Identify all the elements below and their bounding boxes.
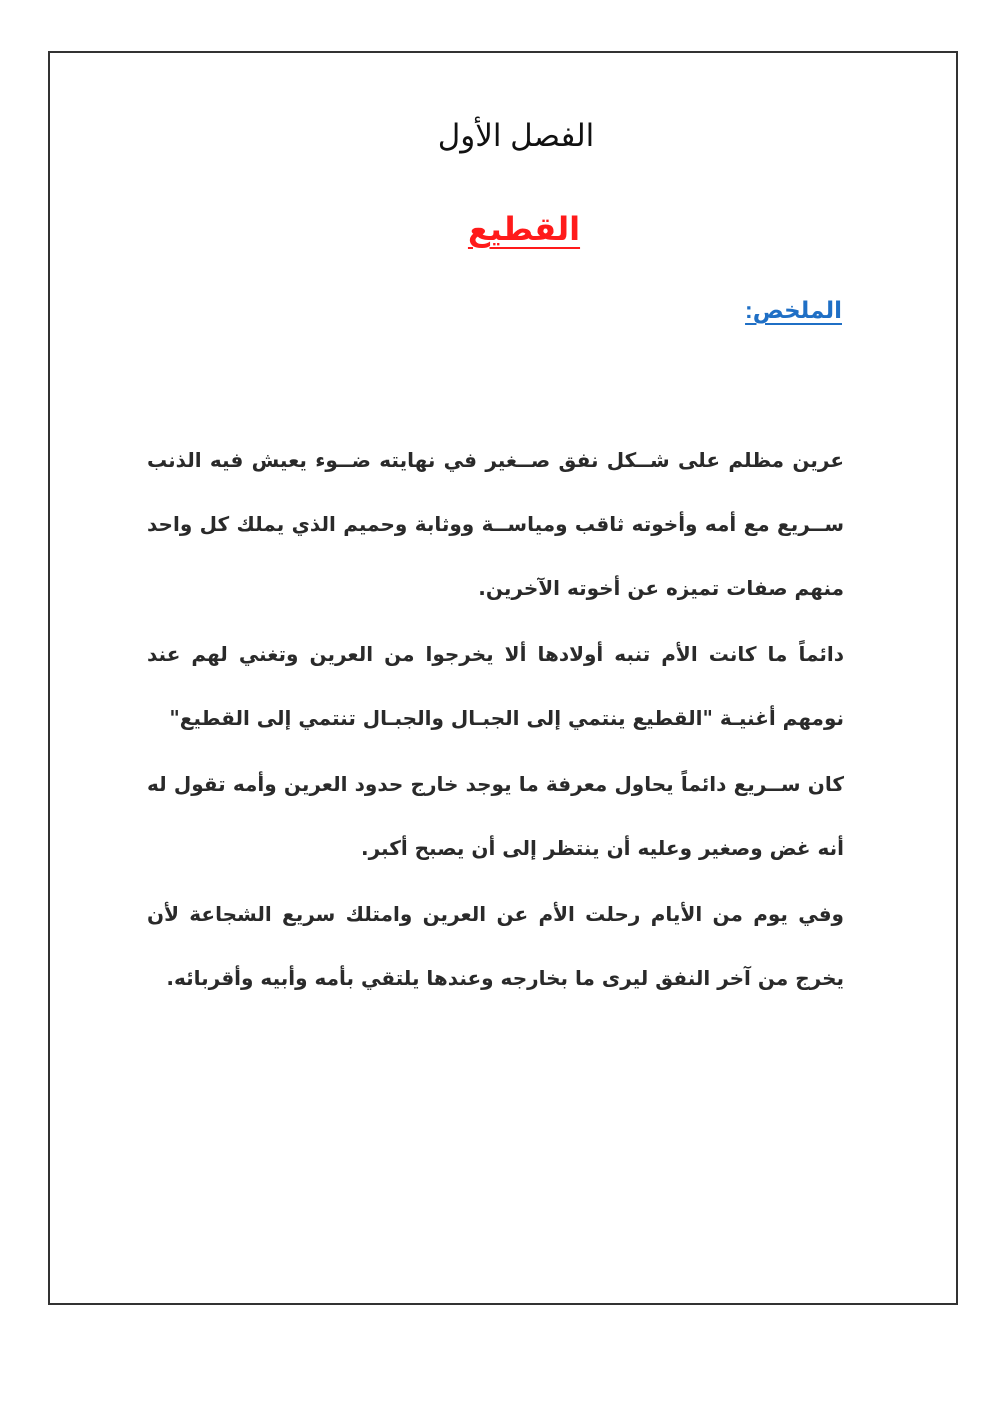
story-title-wrapper [0, 210, 992, 248]
paragraph-1: عرين مظلم على شــكل نفق صــغير في نهايته ضــوء يعيش فيه الذنب ســريع مع أمه وأخوته ثاقب ومياســة ووثابة وحميم الذي يملك كل واحد منهم صفات تميزه عن أخوته الآخرين. [147, 448, 844, 600]
story-title: القطيع [467, 211, 581, 247]
paragraph-4: وفي يوم من الأيام رحلت الأم عن العرين وامتلك سريع الشجاعة لأن يخرج من آخر النفق ليرى ما بخارجه وعندها يلتقي بأمه وأبيه وأقربائه. [147, 902, 844, 990]
paragraph-2: دائماً ما كانت الأم تنبه أولادها ألا يخرجوا من العرين وتغني لهم عند نومهم أغنيـة "القطيع ينتمي إلى الجبـال والجبـال تنتمي إلى القطيع" [147, 642, 844, 730]
chapter-heading: الفصل الأول [437, 118, 595, 153]
summary-body [147, 428, 844, 1012]
paragraph-3: كان ســريع دائماً يحاول معرفة ما يوجد خارج حدود العرين وأمه تقول له أنه غض وصغير وعليه أن ينتظر إلى أن يصبح أكبر. [147, 772, 844, 860]
summary-label: الملخص: [745, 297, 842, 323]
